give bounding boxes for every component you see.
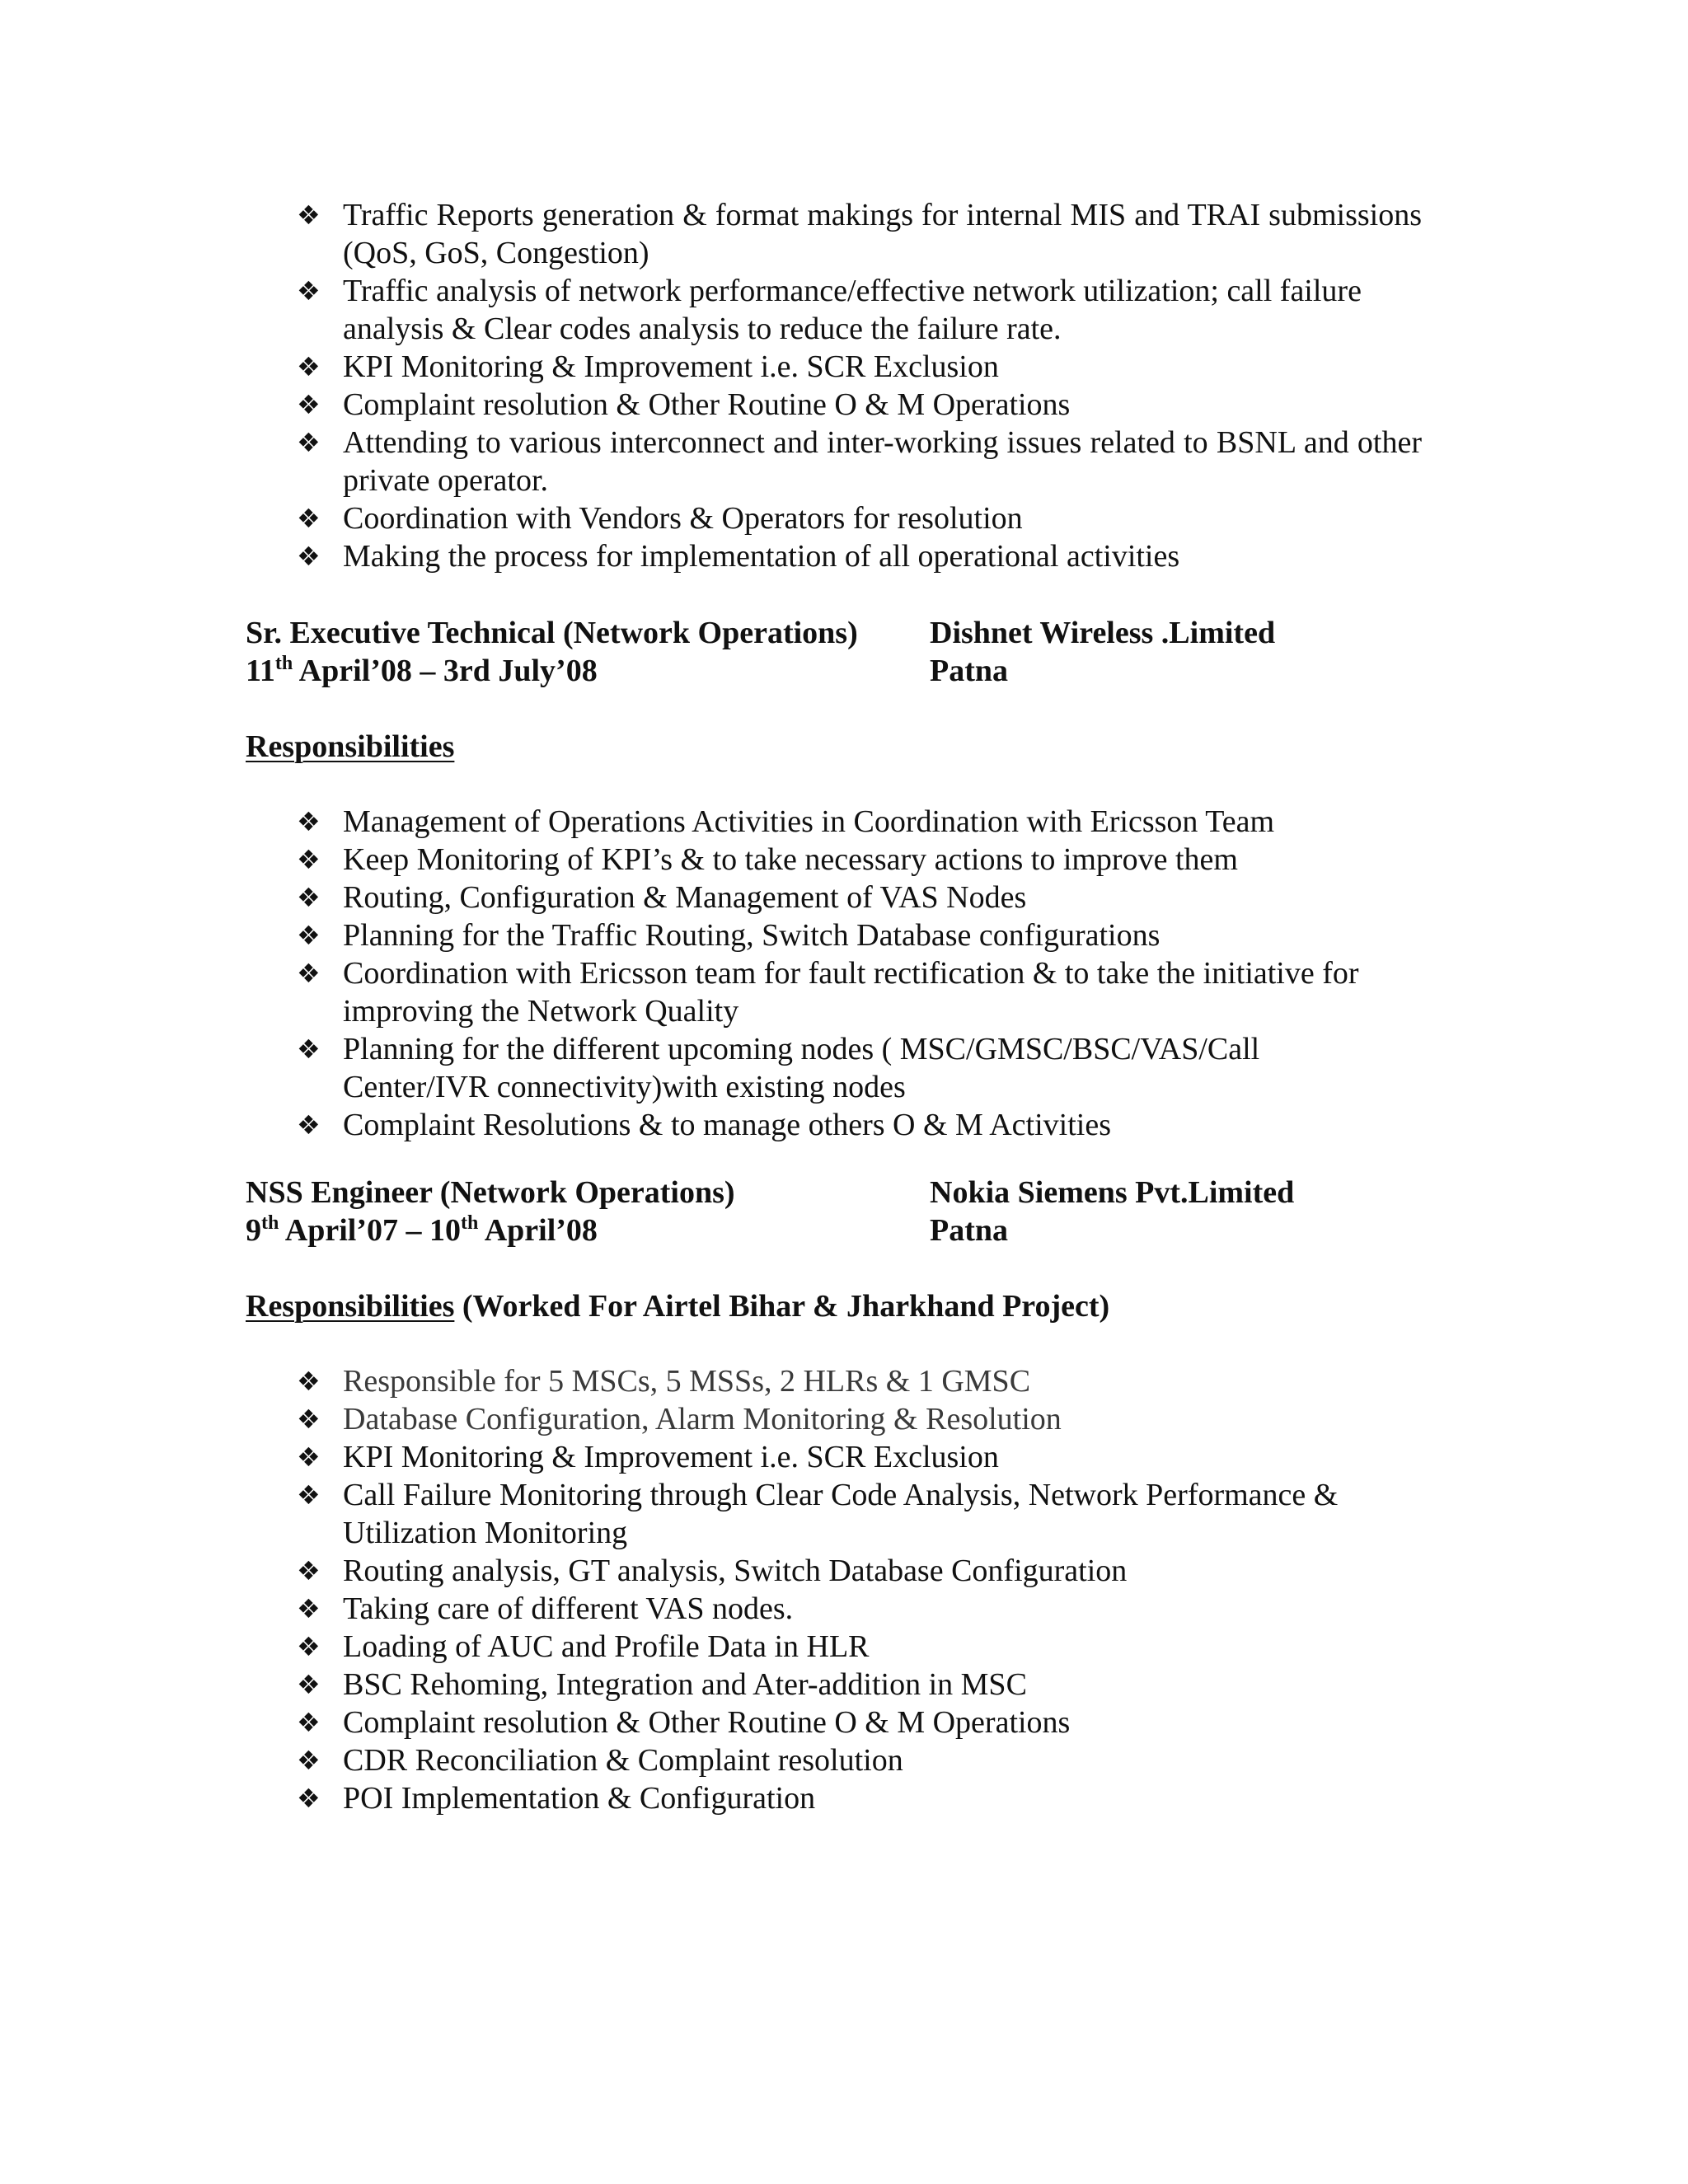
list-item-text: Management of Operations Activities in Coordination with Ericsson Team xyxy=(343,804,1275,839)
list-item xyxy=(297,1552,1422,1590)
list-item xyxy=(297,879,1422,916)
list-item-text: POI Implementation & Configuration xyxy=(343,1781,816,1816)
list-item-text: Keep Monitoring of KPI’s & to take necessary actions to improve them xyxy=(343,842,1238,877)
list-item xyxy=(297,272,1422,348)
job-header-nokia-siemens xyxy=(246,1174,1424,1249)
list-item xyxy=(297,954,1422,1030)
list-item xyxy=(297,424,1422,499)
list-item xyxy=(297,1106,1422,1144)
diamond-bullet-icon: ❖ xyxy=(297,1441,321,1473)
diamond-bullet-icon: ❖ xyxy=(297,1109,321,1141)
diamond-bullet-icon: ❖ xyxy=(297,1783,321,1814)
list-item-text: Traffic analysis of network performance/effective network utilization; call failure analysis & Clear codes analysis to reduce the failure rate. xyxy=(343,274,1362,346)
job-location: Patna xyxy=(930,1213,1008,1248)
diamond-bullet-icon: ❖ xyxy=(297,1669,321,1700)
job-dates: 11th April’08 – 3rd July’08 xyxy=(246,653,598,688)
diamond-bullet-icon: ❖ xyxy=(297,1593,321,1624)
diamond-bullet-icon: ❖ xyxy=(297,1707,321,1738)
list-item-text: Coordination with Ericsson team for fault rectification & to take the initiative for improving the Network Quality xyxy=(343,956,1359,1029)
diamond-bullet-icon: ❖ xyxy=(297,1555,321,1586)
list-item-text: Loading of AUC and Profile Data in HLR xyxy=(343,1629,870,1664)
diamond-bullet-icon: ❖ xyxy=(297,1033,321,1065)
list-item-text: Complaint resolution & Other Routine O & M Operations xyxy=(343,1705,1071,1740)
heading-note: (Worked For Airtel Bihar & Jharkhand Project) xyxy=(454,1289,1110,1324)
job-header-dishnet xyxy=(246,614,1424,690)
list-item xyxy=(297,803,1422,841)
list-item-text: Taking care of different VAS nodes. xyxy=(343,1591,794,1626)
list-item xyxy=(297,916,1422,954)
list-item-text: BSC Rehoming, Integration and Ater-addition in MSC xyxy=(343,1667,1027,1702)
list-item-text: Planning for the Traffic Routing, Switch Database configurations xyxy=(343,918,1160,953)
list-item xyxy=(297,1590,1422,1628)
responsibilities-list-2 xyxy=(297,803,1422,1144)
list-item-text: Complaint resolution & Other Routine O & M Operations xyxy=(343,387,1071,422)
list-item xyxy=(297,1628,1422,1666)
responsibilities-list-3 xyxy=(297,1362,1422,1817)
job-location: Patna xyxy=(930,654,1008,688)
list-item-text: Attending to various interconnect and inter-working issues related to BSNL and other private operator. xyxy=(343,425,1422,498)
list-item xyxy=(297,1741,1422,1779)
company-name: Dishnet Wireless .Limited xyxy=(930,616,1276,650)
company-name: Nokia Siemens Pvt.Limited xyxy=(930,1175,1295,1210)
list-item xyxy=(297,1779,1422,1817)
diamond-bullet-icon: ❖ xyxy=(297,1479,321,1511)
list-item-text: Responsible for 5 MSCs, 5 MSSs, 2 HLRs & 1 GMSC xyxy=(343,1364,1031,1399)
job-title: NSS Engineer (Network Operations) xyxy=(246,1175,735,1210)
list-item-text: Making the process for implementation of all operational activities xyxy=(343,539,1180,574)
diamond-bullet-icon: ❖ xyxy=(297,351,321,382)
list-item-text: Routing analysis, GT analysis, Switch Database Configuration xyxy=(343,1554,1128,1588)
list-item-text: Routing, Configuration & Management of VAS Nodes xyxy=(343,880,1027,915)
list-item-text: KPI Monitoring & Improvement i.e. SCR Exclusion xyxy=(343,349,999,384)
diamond-bullet-icon: ❖ xyxy=(297,806,321,837)
responsibilities-list-1 xyxy=(297,196,1422,575)
diamond-bullet-icon: ❖ xyxy=(297,389,321,420)
list-item-text: KPI Monitoring & Improvement i.e. SCR Exclusion xyxy=(343,1440,999,1474)
diamond-bullet-icon: ❖ xyxy=(297,1404,321,1435)
diamond-bullet-icon: ❖ xyxy=(297,844,321,875)
list-item xyxy=(297,1362,1422,1400)
list-item xyxy=(297,1400,1422,1438)
diamond-bullet-icon: ❖ xyxy=(297,920,321,951)
list-item xyxy=(297,348,1422,386)
list-item-text: Coordination with Vendors & Operators for resolution xyxy=(343,501,1023,536)
diamond-bullet-icon: ❖ xyxy=(297,427,321,458)
list-item xyxy=(297,1030,1422,1106)
diamond-bullet-icon: ❖ xyxy=(297,275,321,307)
list-item xyxy=(297,499,1422,537)
list-item xyxy=(297,1704,1422,1741)
list-item-text: Database Configuration, Alarm Monitoring & Resolution xyxy=(343,1402,1062,1436)
diamond-bullet-icon: ❖ xyxy=(297,882,321,913)
list-item-text: Call Failure Monitoring through Clear Code Analysis, Network Performance & Utilization Monitoring xyxy=(343,1478,1339,1550)
diamond-bullet-icon: ❖ xyxy=(297,1366,321,1397)
list-item-text: Planning for the different upcoming nodes ( MSC/GMSC/BSC/VAS/Call Center/IVR connectivity)with existing nodes xyxy=(343,1032,1260,1104)
diamond-bullet-icon: ❖ xyxy=(297,1745,321,1776)
list-item xyxy=(297,386,1422,424)
job-dates: 9th April’07 – 10th April’08 xyxy=(246,1212,598,1248)
list-item xyxy=(297,1476,1422,1552)
diamond-bullet-icon: ❖ xyxy=(297,199,321,231)
diamond-bullet-icon: ❖ xyxy=(297,503,321,534)
responsibilities-heading-2: Responsibilities xyxy=(246,729,455,764)
diamond-bullet-icon: ❖ xyxy=(297,1631,321,1662)
list-item xyxy=(297,196,1422,272)
list-item xyxy=(297,537,1422,575)
responsibilities-heading-3: Responsibilities (Worked For Airtel Bihar & Jharkhand Project) xyxy=(246,1289,1110,1324)
list-item xyxy=(297,1438,1422,1476)
job-title: Sr. Executive Technical (Network Operations) xyxy=(246,616,858,650)
list-item-text: Traffic Reports generation & format makings for internal MIS and TRAI submissions (QoS, GoS, Congestion) xyxy=(343,198,1422,270)
diamond-bullet-icon: ❖ xyxy=(297,958,321,989)
list-item-text: CDR Reconciliation & Complaint resolution xyxy=(343,1743,903,1778)
list-item xyxy=(297,841,1422,879)
list-item-text: Complaint Resolutions & to manage others O & M Activities xyxy=(343,1108,1111,1142)
diamond-bullet-icon: ❖ xyxy=(297,541,321,572)
list-item xyxy=(297,1666,1422,1704)
